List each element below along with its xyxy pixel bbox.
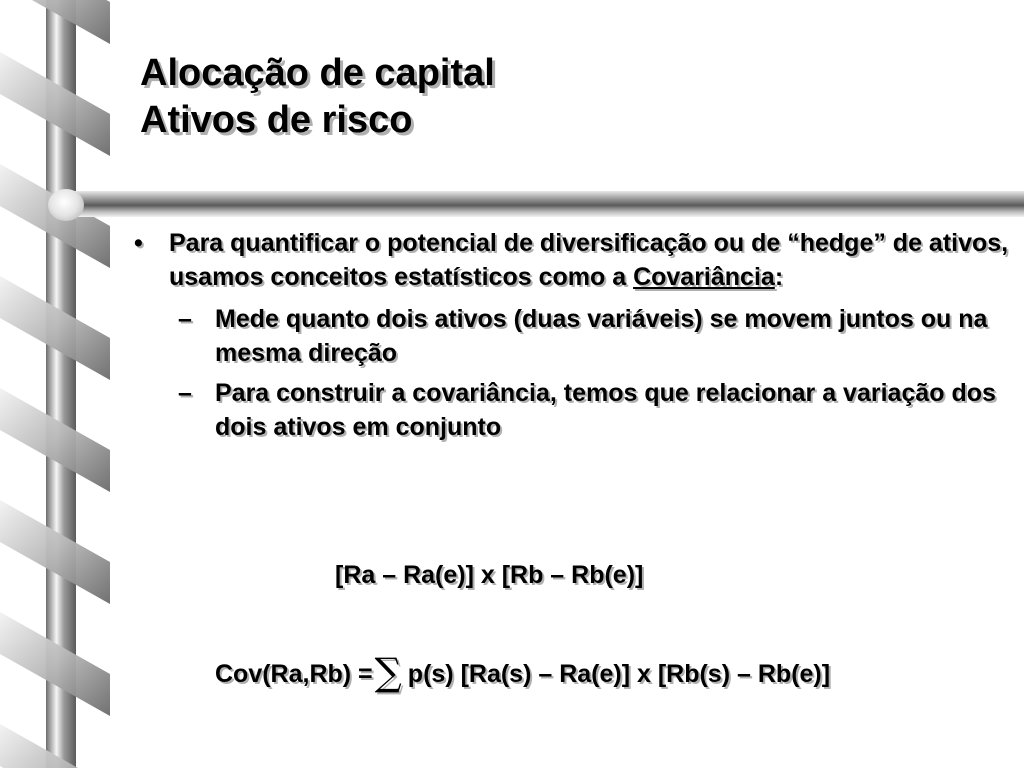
- sub-bullet-mark: –: [178, 379, 192, 407]
- sigma-symbol: ∑: [374, 650, 402, 694]
- covariance-formula: [215, 652, 830, 694]
- divider-end-knob: [48, 189, 84, 221]
- decorative-spiral-pole: [0, 0, 130, 768]
- covariance-formula-left: Cov(Ra,Rb) =: [215, 660, 373, 688]
- horizontal-divider-rule: [55, 191, 1024, 217]
- slide-title: [140, 50, 495, 144]
- slide-body: [130, 226, 1010, 450]
- sub-bullet-2: [130, 376, 1010, 444]
- bullet-mark: •: [134, 229, 143, 257]
- title-line-2: Ativos de risco: [140, 99, 413, 141]
- product-formula: [Ra – Ra(e)] x [Rb – Rb(e)]: [335, 561, 644, 589]
- bullet-colon: :: [774, 263, 784, 291]
- spiral-pole-graphic: [0, 0, 130, 768]
- bullet-text: Para quantificar o potencial de diversificação ou de “hedge” de ativos, usamos conceitos estatísticos como a: [169, 229, 1009, 291]
- covariance-formula-right: p(s) [Ra(s) – Ra(e)] x [Rb(s) – Rb(e)]: [407, 660, 831, 688]
- sub-bullet-text: Mede quanto dois ativos (duas variáveis) se movem juntos ou na mesma direção: [215, 305, 988, 367]
- main-bullet: [130, 226, 1010, 294]
- covariance-term: Covariância: [633, 263, 775, 291]
- sub-bullet-mark: –: [178, 305, 192, 333]
- sub-bullet-1: [130, 302, 1010, 370]
- sub-bullet-text: Para construir a covariância, temos que relacionar a variação dos dois ativos em conjunto: [215, 379, 996, 441]
- title-line-1: Alocação de capital: [140, 52, 495, 94]
